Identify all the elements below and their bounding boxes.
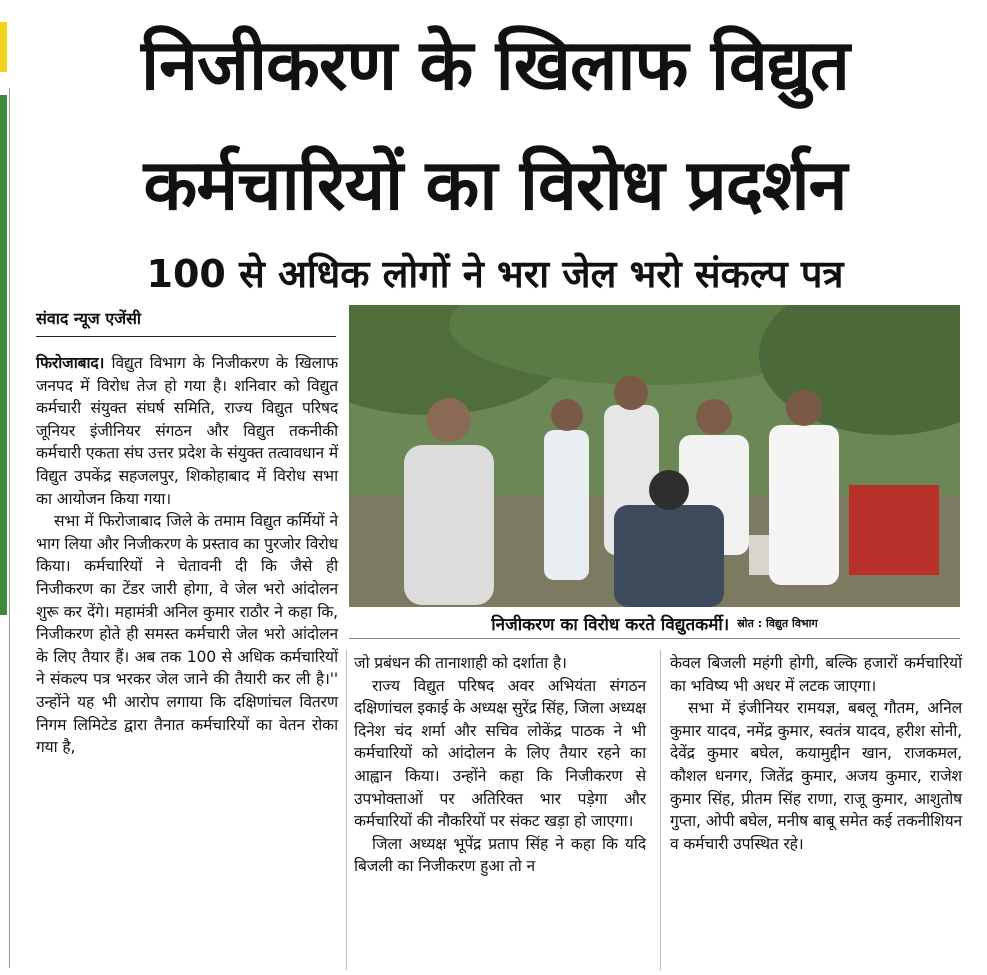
- column-divider: [660, 650, 661, 970]
- headline-line-1: निजीकरण के खिलाफ विद्युत: [141, 24, 849, 106]
- article-paragraph: जो प्रबंधन की तानाशाही को दर्शाता है।: [354, 654, 567, 672]
- article-paragraph: जिला अध्यक्ष भूपेंद्र प्रताप सिंह ने कहा कि यदि बिजली का निजीकरण हुआ तो न: [354, 834, 646, 876]
- byline-rule: [36, 336, 336, 337]
- article-paragraph: सभा में इंजीनियर रामयज्ञ, बबलू गौतम, अनिल कुमार यादव, नमेंद्र कुमार, स्वतंत्र यादव, हरीश सोनी, देवेंद्र कुमार बघेल, कयामुद्दीन खान, राजकमल, कौशल धनगर, जितेंद्र कुमार, अजय कुमार, राजेश कुमार सिंह, प्रीतम सिंह राणा, राजू कुमार, आशुतोष गुप्ता, ओपी बघेल, मनीष बाबू समेत कई तकनीशियन व कर्मचारी उपस्थित रहे।: [670, 699, 962, 853]
- column-divider: [346, 650, 347, 970]
- article-paragraph: राज्य विद्युत परिषद अवर अभियंता संगठन दक्षिणांचल इकाई के अध्यक्ष सुरेंद्र सिंह, जिला अध्यक्ष दिनेश चंद शर्मा और सचिव लोकेंद्र पाठक ने भी कर्मचारियों को आंदोलन के लिए तैयार रहने का आह्वान किया। उन्होंने कहा कि निजीकरण से उपभोक्ताओं पर अतिरिक्त भार पड़ेगा और कर्मचारियों की नौकरियों पर संकट खड़ा हो जाएगा।: [354, 676, 646, 831]
- protest-photo-illustration: [349, 305, 960, 607]
- byline: संवाद न्यूज एजेंसी: [36, 309, 142, 328]
- article-text: विद्युत विभाग के निजीकरण के खिलाफ जनपद में विरोध तेज हो गया है। शनिवार को विद्युत कर्मचारी संयुक्त संघर्ष समिति, राज्य विद्युत परिषद जूनियर इंजीनियर संगठन और विद्युत तकनीकी कर्मचारी एकता संघ उत्तर प्रदेश के संयुक्त तत्वावधान में विद्युत उपकेंद्र सहजलपुर, शिकोहाबाद में विरोध सभा का आयोजन किया गया।: [36, 354, 338, 508]
- protest-photo: [349, 305, 960, 607]
- article-column-1: [36, 352, 338, 759]
- edge-column-rule: [9, 88, 10, 968]
- article-paragraph: सभा में फिरोजाबाद जिले के तमाम विद्युत कर्मियों ने भाग लिया और निजीकरण के प्रस्ताव का पुरजोर विरोध किया। कर्मचारियों ने चेतावनी दी कि जैसे ही निजीकरण का टेंडर जारी होगा, वे जेल भरो आंदोलन शुरू कर देंगे। महामंत्री अनिल कुमार राठौर ने कहा कि, निजीकरण होते ही समस्त कर्मचारी जेल भरो आंदोलन के लिए तैयार हैं। अब तक 100 से अधिक कर्मचारियों ने संकल्प पत्र भरकर जेल जाने की तैयारी कर ली है।'' उन्होंने यह भी आरोप लगाया कि दक्षिणांचल वितरण निगम लिमिटेड द्वारा तैनात कर्मचारियों का वेतन रोका गया है,: [36, 512, 338, 757]
- subheadline: 100 से अधिक लोगों ने भरा जेल भरो संकल्प पत्र: [146, 252, 844, 296]
- article-paragraph: केवल बिजली महंगी होगी, बल्कि हजारों कर्मचारियों का भविष्य भी अधर में लटक जाएगा।: [670, 654, 962, 695]
- photo-caption-text: निजीकरण का विरोध करते विद्युतकर्मी।: [491, 614, 730, 635]
- photo-caption: [349, 608, 960, 639]
- edge-accent-bar: [0, 22, 7, 72]
- headline-line-2: कर्मचारियों का विरोध प्रदर्शन: [143, 144, 847, 226]
- edge-green-bar: [0, 95, 7, 615]
- photo-source: स्रोत : विद्युत विभाग: [737, 616, 818, 630]
- dateline: फिरोजाबाद।: [36, 354, 105, 372]
- article-paragraph: [36, 352, 338, 510]
- article-column-2: [354, 652, 646, 878]
- article-column-3: [670, 652, 962, 855]
